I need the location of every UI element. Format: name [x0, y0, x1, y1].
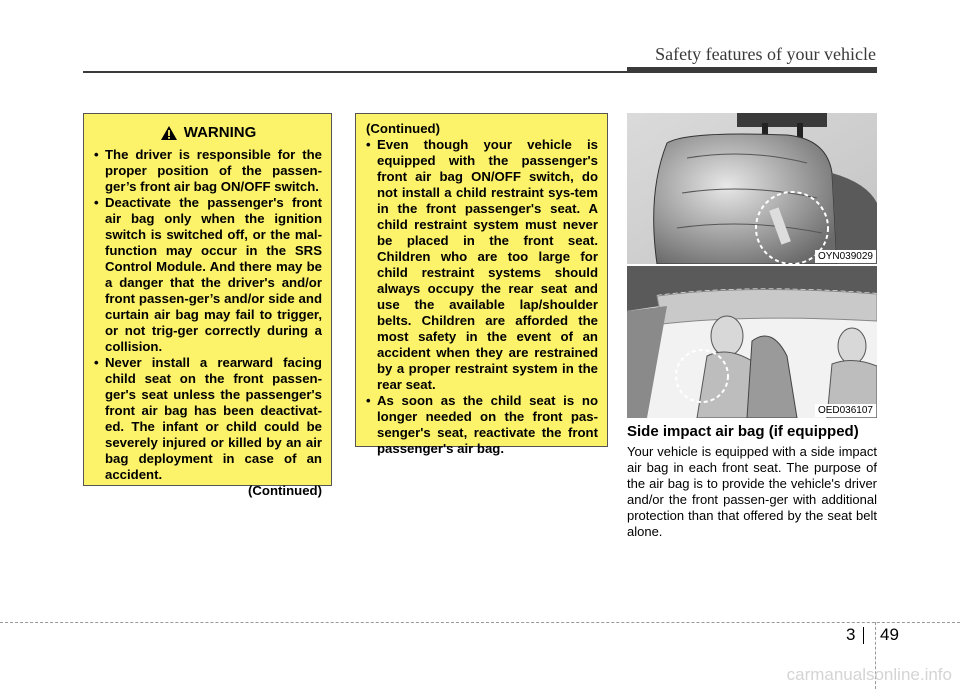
seat-airbag-illustration: [627, 113, 877, 264]
warning-triangle-icon: [160, 125, 178, 141]
image-code: OYN039029: [815, 250, 876, 263]
watermark: carmanualsonline.info: [786, 665, 952, 684]
header-title: Safety features of your vehicle: [655, 44, 876, 64]
warning-item: • Deactivate the passenger's front air bag only when the ignition switch is switched off, or the mal-function may occur in the SRS Control Module. And there may be a danger that the driver's and/or front passen-ger’s and/or side and curtain air bag may fail to trigger, or not trig-ger correctly during a collision.: [94, 195, 322, 355]
continued-label: (Continued): [248, 483, 322, 498]
footer-rule: [0, 622, 960, 623]
warning-item: • Never install a rearward facing child seat on the front passen-ger's seat unless the passenger's front air bag has been deactivat-ed. The infant or child could be severely injured or killed by an air bag deployment in case of an accident.: [94, 355, 322, 483]
warning-item: • Even though your vehicle is equipped with the passenger's front air bag ON/OFF switch, do not install a child restraint sys-tem in the front passenger's seat. A child restraint system must never be placed in the front seat. Children who are too large for child restraint systems should always occupy the rear seat and use the available lap/shoulder belts. Children are afforded the most safety in the event of an accident when they are restrained by a proper restraint system in the rear seat.: [366, 137, 598, 393]
warning-item: • The driver is responsible for the proper position of the passen-ger’s front air bag ON/OFF switch.: [94, 147, 322, 195]
continued-heading: (Continued): [366, 121, 440, 136]
warning-box: [83, 113, 332, 498]
header-rule-accent: [627, 67, 877, 73]
image-code: OED036107: [815, 404, 876, 417]
warning-heading: [94, 125, 322, 141]
section-body: Your vehicle is equipped with a side impact air bag in each front seat. The purpose of the air bag is to provide the vehicle's driver and/or the front passen-ger with additional protection than that offered by the seat belt alone.: [627, 444, 877, 539]
continued-warning-box: [355, 113, 608, 456]
page-number: 49: [880, 625, 899, 644]
chapter-number: 3: [846, 625, 856, 644]
warning-item: • As soon as the child seat is no longer needed on the front pas-senger's seat, reactivate the front passenger's air bag.: [366, 393, 598, 457]
side-airbag-interior-illustration: [627, 266, 877, 418]
section-heading: Side impact air bag (if equipped): [627, 423, 859, 440]
page-number-separator: [863, 627, 864, 644]
warning-heading-text: WARNING: [183, 124, 257, 141]
